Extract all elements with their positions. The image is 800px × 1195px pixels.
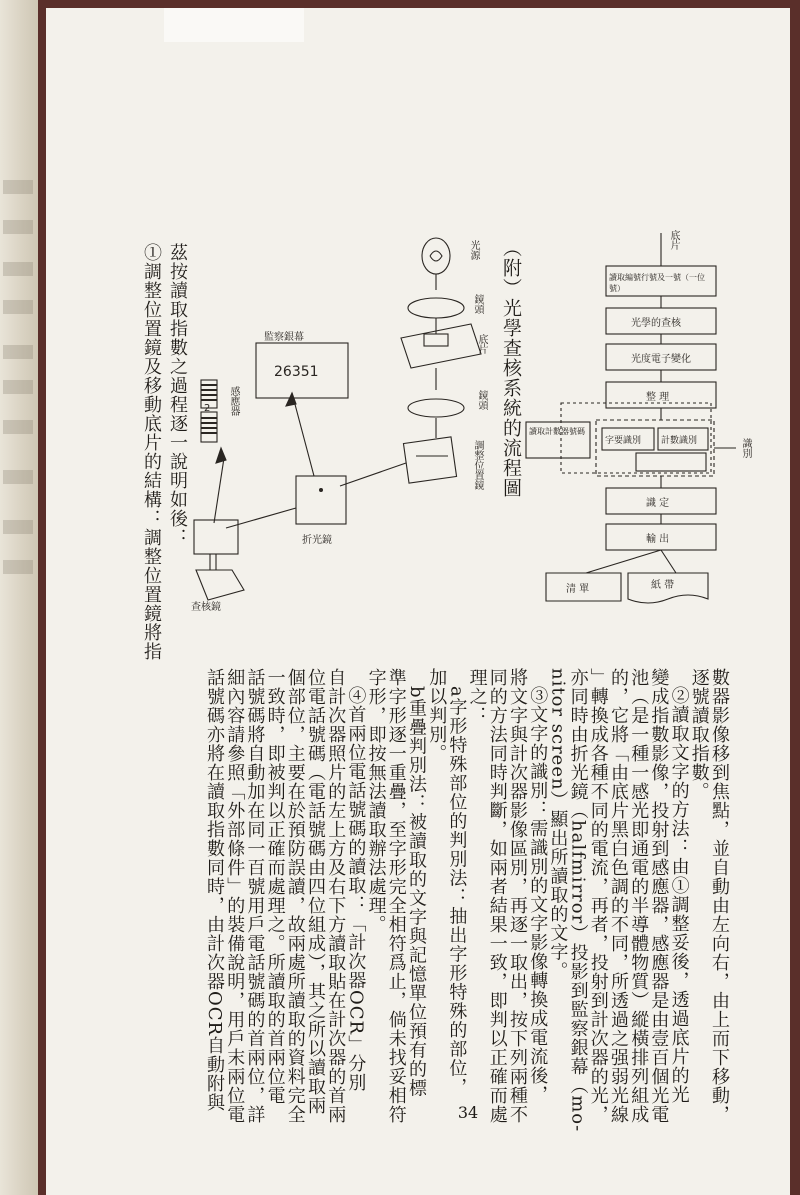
book-cover-edge	[38, 0, 46, 1195]
half-mirror-label: 折光鏡	[302, 535, 332, 546]
book-cover-right	[790, 0, 800, 1195]
flow-box-optical-label: 光學的查核	[631, 318, 681, 329]
counter-label: 感應器	[228, 386, 239, 416]
lens-1-label: 鏡頭	[472, 294, 483, 314]
text-column: 」轉換成各種不同的電流，再者，投射到計次器的光，	[587, 668, 609, 1124]
text-column: 自計次器照片的左上方及右下方讀取貼在計次器的首兩	[325, 668, 347, 1124]
text-column: 逐號讀取指數。	[688, 668, 710, 801]
text-column: b重疊判別法：被讀取的文字與記憶單位預有的標	[406, 686, 427, 1098]
flow-box-confirm-label: 識 定	[646, 498, 670, 509]
text-column: a字形特殊部位的判別法：抽出字形特殊的部位，	[446, 686, 468, 1097]
monitor-label: 監察銀幕	[264, 332, 304, 343]
intro-column: 茲按讀取指數之過程逐一說明如後：	[167, 243, 188, 547]
page-paper	[46, 8, 790, 1195]
text-column: 位電話號碼（電話號碼由四位組成），其之所以讀取兩	[305, 668, 326, 1115]
check-mirror-label: 查核鏡	[191, 602, 221, 613]
flow-box-counter-label: 讀取計數器號碼	[529, 427, 585, 436]
flow-top-label: 底片	[668, 230, 679, 250]
text-column: 話號碼亦將在讀取指數同時，由計次器OCR自動附與	[204, 668, 225, 1113]
light-source-label: 光源	[468, 240, 479, 260]
page-number: 34	[457, 1103, 479, 1122]
book-cover-top	[38, 0, 800, 8]
text-column: 細內容請參照「外部條件」的裝備說明，用戶末兩位電	[224, 668, 246, 1124]
flow-box-photo-label: 光度電子變化	[631, 354, 691, 365]
text-column: 加以判別。	[426, 668, 448, 763]
flow-box-char-label: 字要識別	[605, 436, 642, 446]
flow-box-arrange-label: 整 理	[646, 392, 670, 403]
text-column: ②讀取文字的方法：由①調整妥後，透過底片的光	[668, 686, 690, 1104]
adjacent-page-edge	[0, 0, 39, 1195]
text-column: ③文字的識別：需識別的文字影像轉換成電流後，	[527, 686, 549, 1104]
flow-box-output-label: 輸 出	[646, 534, 670, 545]
adjust-mirror-shape	[403, 437, 456, 483]
text-column: 準字形逐一重疊，至字形完全相符爲止，倘未找妥相符	[385, 668, 407, 1124]
text-column: 的，它將「由底片黑白色調的不同，所透過之强弱光線	[608, 668, 629, 1124]
text-column: 亦同時由折光鏡（halfmirror）投影到監察銀幕（mo-	[567, 668, 589, 1133]
text-column: 池（是一種一感光即通電的半導體物質）縱橫排列組成	[628, 668, 650, 1124]
film-label: 底片	[476, 334, 487, 354]
text-column: nitor screen）顯出所讀取的文字。	[547, 668, 569, 981]
text-column: 字形，即按無法讀取辦法處理。	[365, 668, 387, 934]
text-column: 將文字與計次器影像區別，再逐一取出，按下列兩種不	[507, 668, 528, 1124]
text-column: 個部位，主要在於預防誤讀，故兩處所讀取的資料完全	[284, 668, 306, 1124]
step1-column: ①調整位置鏡及移動底片的結構：調整位置鏡將指	[141, 243, 162, 661]
flow-box-list-label: 清 單	[566, 584, 590, 595]
appendix-title: （附）光學查核系統的流程圖	[500, 238, 522, 498]
text-column: ④首兩位電話號碼的讀取：「計次器OCR」分別	[345, 686, 367, 1093]
flow-box-count-label: 計數識別	[661, 436, 698, 446]
text-column: 數器影像移到焦點，並自動由左向右，由上而下移動，	[709, 668, 730, 1124]
text-column: 同的方法同時判斷，如兩者結果一致，即判以正確而處	[486, 668, 508, 1124]
flow-box-read-label: 讀取編號行號及一號（一位號）	[609, 273, 705, 293]
lens-2-label: 鏡頭	[476, 390, 487, 410]
half-mirror-shape	[296, 476, 346, 524]
flow-side-label: 識別	[740, 438, 751, 458]
text-column: 一致時，即被判以正確而處理之。所讀取的首兩位電	[264, 668, 286, 1105]
adjust-mirror-label: 調整位置鏡	[472, 440, 483, 490]
monitor-value: 26351	[274, 364, 319, 380]
text-column: 理之：	[466, 668, 488, 725]
flow-box-tape-label: 紙 帶	[651, 580, 675, 591]
counter-digit: 2	[204, 403, 211, 414]
text-column: 話號碼將自動加在同一百號用戶電話號碼的首兩位，詳	[244, 668, 266, 1124]
text-column: 變成指數影像，投射到感應器，感應器是由壹百個光電	[648, 668, 670, 1124]
check-mirror-shape	[194, 520, 238, 554]
